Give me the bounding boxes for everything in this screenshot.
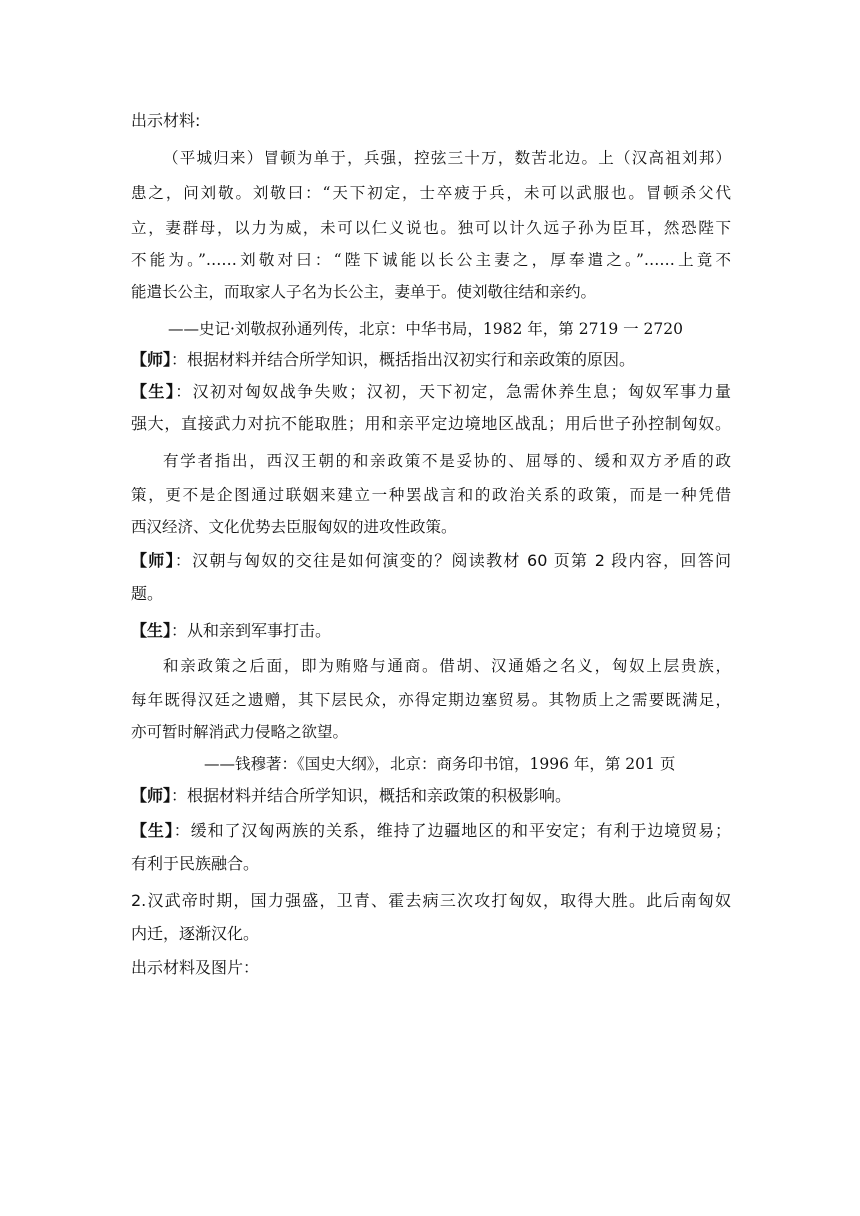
teacher-question-3 [131, 780, 731, 812]
quote1-line: 能遣长公主，而取家人子名为长公主，妻单于。使刘敬往结和亲约。 [131, 283, 597, 301]
quote2-line: 亦可暂时解消武力侵略之欲望。 [131, 723, 349, 741]
answer-text-line: 有利于民族融合。 [131, 854, 260, 873]
question-text: ：根据材料并结合所学知识，概括和亲政策的积极影响。 [171, 786, 572, 805]
point-2-line: 2.汉武帝时期，国力强盛，卫青、霍去病三次攻打匈奴，取得大胜。此后南匈奴 [131, 891, 731, 910]
outro-label: 出示材料及图片： [131, 958, 260, 977]
student-tag: 【生】 [131, 821, 174, 840]
quote2-line: 每年既得汉廷之遗赠，其下层民众，亦得定期边塞贸易。其物质上之需要既满足， [131, 691, 731, 709]
question-text: ：根据材料并结合所学知识，概括指出汉初实行和亲政策的原因。 [171, 350, 636, 369]
answer-text: ：缓和了汉匈两族的关系，维持了边疆地区的和平安定；有利于边境贸易； [173, 821, 731, 840]
teacher-tag: 【师】 [131, 551, 175, 570]
source2-citation: ——钱穆著：《国史大纲》，北京：商务印书馆，1996 年，第 201 页 [204, 755, 676, 773]
intro-label: 出示材料: [131, 111, 201, 130]
student-tag: 【生】 [131, 382, 176, 401]
answer-text-line: 强大，直接武力对抗不能取胜；用和亲平定边境地区战乱；用后世子孙控制匈奴。 [131, 414, 731, 433]
teacher-question-1 [131, 344, 731, 376]
student-answer-1 [131, 376, 731, 408]
quote1-line: 立，妻群母，以力为威，未可以仁义说也。独可以计久远子孙为臣耳，然恐陛下 [131, 219, 731, 237]
answer-text: ：汉初对匈奴战争失败；汉初，天下初定，急需休养生息；匈奴军事力量 [175, 382, 731, 401]
quote2-line: 和亲政策之后面，即为贿赂与通商。借胡、汉通婚之名义，匈奴上层贵族， [163, 657, 731, 675]
point-2-line: 内迁，逐渐汉化。 [131, 924, 260, 943]
scholar-line: 策，更不是企图通过联姻来建立一种罢战言和的政治关系的政策，而是一种凭借 [131, 486, 731, 504]
quote1-line: 患之，问刘敬。刘敬曰：“天下初定，士卒疲于兵，未可以武服也。冒顿杀父代 [131, 184, 731, 202]
teacher-question-2 [131, 545, 731, 577]
source1-citation: ——史记·刘敬叔孙通列传，北京：中华书局，1982 年，第 2719 一 2720 [168, 320, 683, 338]
question-text: ：汉朝与匈奴的交往是如何演变的？阅读教材 60 页第 2 段内容，回答问 [174, 551, 731, 570]
scholar-line: 西汉经济、文化优势去臣服匈奴的进攻性政策。 [131, 518, 457, 536]
quote1-line: 不能为。”……刘敬对曰：“陛下诚能以长公主妻之，厚奉遣之。”……上竟不 [131, 251, 731, 269]
question-text-line: 题。 [131, 584, 164, 603]
student-answer-2 [131, 615, 731, 647]
student-tag: 【生】 [131, 621, 172, 640]
quote1-line: （平城归来）冒顿为单于，兵强，控弦三十万，数苦北边。上（汉高祖刘邦） [163, 149, 731, 167]
teacher-tag: 【师】 [131, 786, 172, 805]
scholar-line: 有学者指出，西汉王朝的和亲政策不是妥协的、屈辱的、缓和双方矛盾的政 [163, 452, 731, 470]
student-answer-3 [131, 815, 731, 847]
teacher-tag: 【师】 [131, 350, 172, 369]
answer-text: ：从和亲到军事打击。 [171, 621, 332, 640]
